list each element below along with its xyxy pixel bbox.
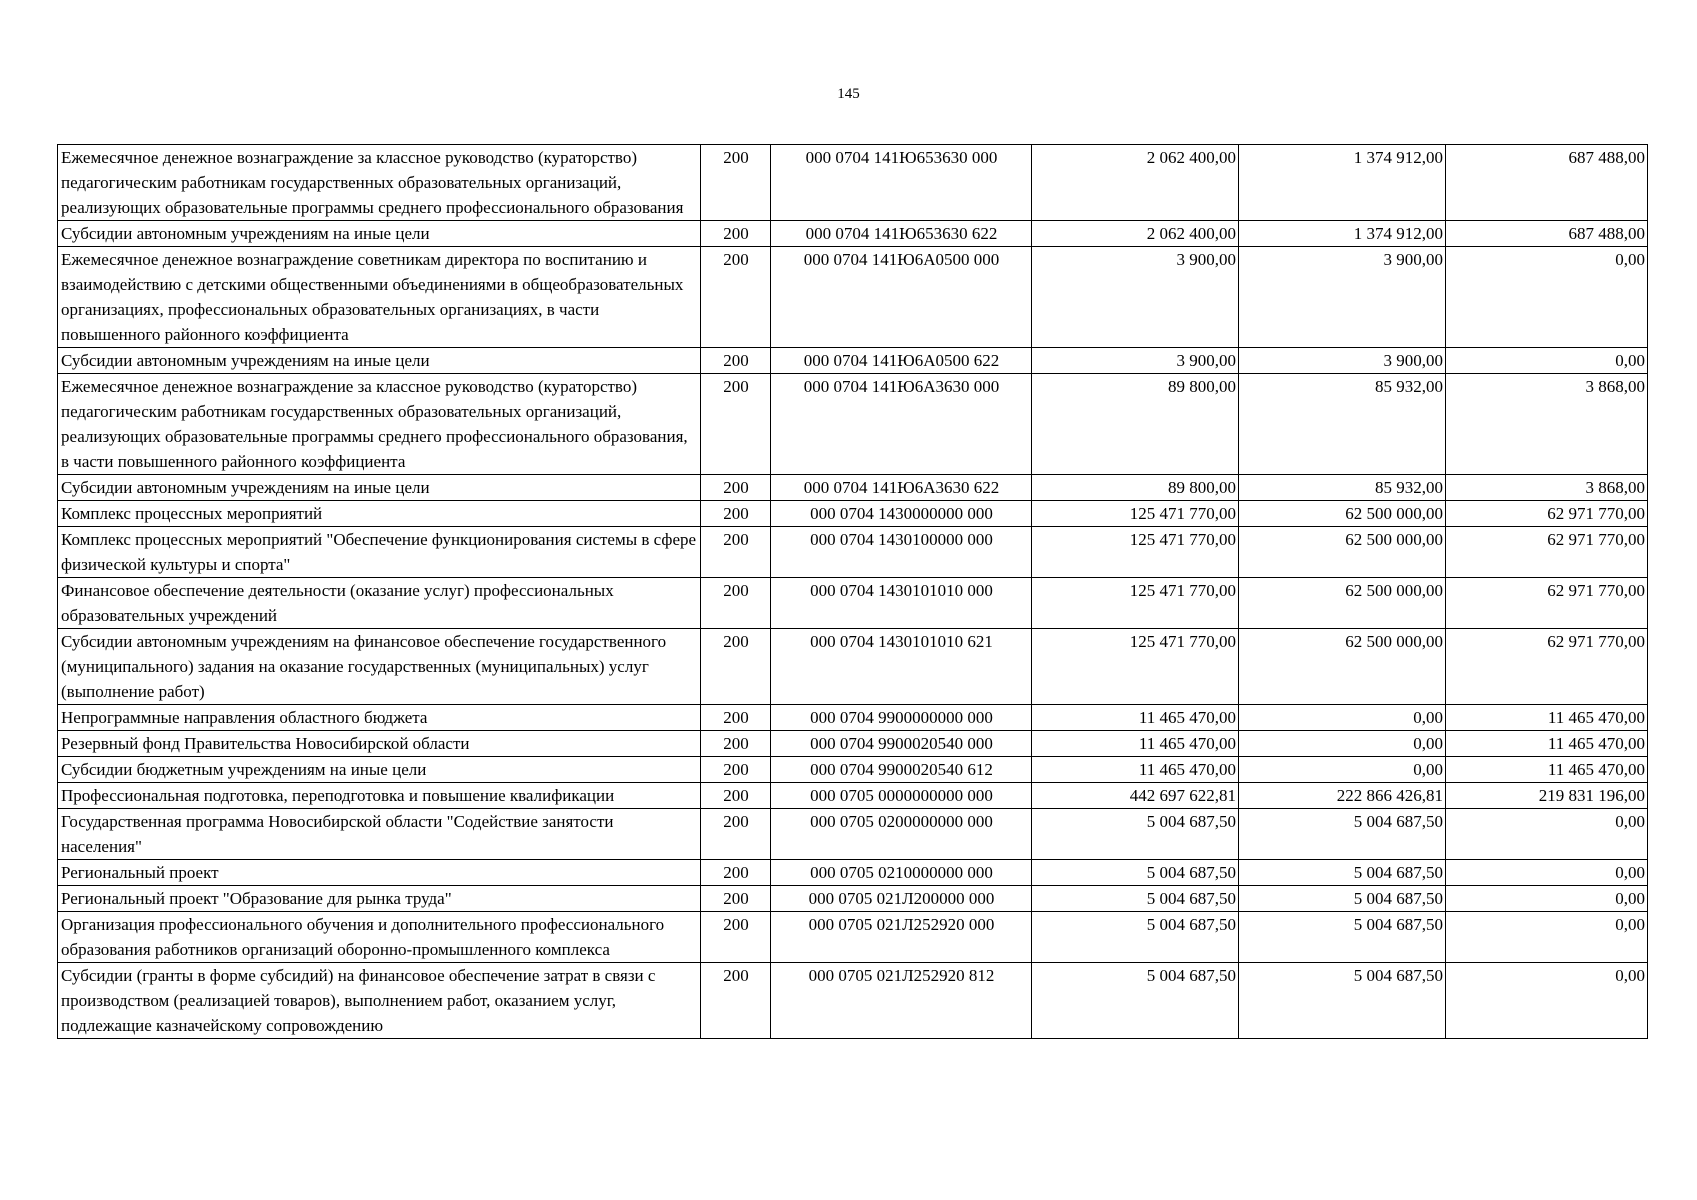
row-executed: 3 900,00 — [1239, 348, 1446, 374]
row-name: Ежемесячное денежное вознаграждение за классное руководство (кураторство) педагогическим работникам государственных образовательных организаций, реализующих образовательные программы среднего профессионального образования — [58, 145, 701, 221]
page-number: 145 — [837, 86, 860, 102]
row-classification: 000 0704 141Ю6А0500 000 — [771, 247, 1032, 348]
row-approved: 2 062 400,00 — [1032, 221, 1239, 247]
row-unexecuted: 0,00 — [1446, 886, 1648, 912]
row-unexecuted: 62 971 770,00 — [1446, 578, 1648, 629]
table-row — [58, 886, 1648, 912]
row-code: 200 — [701, 348, 771, 374]
row-executed: 5 004 687,50 — [1239, 809, 1446, 860]
row-name: Субсидии бюджетным учреждениям на иные цели — [58, 757, 701, 783]
row-classification: 000 0704 9900000000 000 — [771, 705, 1032, 731]
row-approved: 5 004 687,50 — [1032, 886, 1239, 912]
table-row — [58, 374, 1648, 475]
row-executed: 62 500 000,00 — [1239, 578, 1446, 629]
row-approved: 442 697 622,81 — [1032, 783, 1239, 809]
row-classification: 000 0705 0200000000 000 — [771, 809, 1032, 860]
row-approved: 3 900,00 — [1032, 247, 1239, 348]
row-unexecuted: 687 488,00 — [1446, 221, 1648, 247]
row-name: Субсидии автономным учреждениям на иные цели — [58, 348, 701, 374]
row-executed: 85 932,00 — [1239, 374, 1446, 475]
row-classification: 000 0704 141Ю653630 000 — [771, 145, 1032, 221]
row-name: Региональный проект "Образование для рынка труда" — [58, 886, 701, 912]
row-approved: 89 800,00 — [1032, 475, 1239, 501]
table-row — [58, 629, 1648, 705]
row-classification: 000 0705 0000000000 000 — [771, 783, 1032, 809]
row-name: Резервный фонд Правительства Новосибирской области — [58, 731, 701, 757]
row-executed: 5 004 687,50 — [1239, 912, 1446, 963]
row-unexecuted: 3 868,00 — [1446, 374, 1648, 475]
row-executed: 0,00 — [1239, 757, 1446, 783]
row-code: 200 — [701, 145, 771, 221]
row-code: 200 — [701, 757, 771, 783]
row-name: Ежемесячное денежное вознаграждение советникам директора по воспитанию и взаимодействию с детскими общественными объединениями в общеобразовательных организациях, профессиональных образовательных организациях, в части повышенного районного коэффициента — [58, 247, 701, 348]
table-row — [58, 912, 1648, 963]
row-code: 200 — [701, 809, 771, 860]
row-code: 200 — [701, 527, 771, 578]
row-name: Субсидии автономным учреждениям на иные цели — [58, 221, 701, 247]
row-executed: 1 374 912,00 — [1239, 145, 1446, 221]
row-name: Региональный проект — [58, 860, 701, 886]
row-classification: 000 0704 1430100000 000 — [771, 527, 1032, 578]
row-code: 200 — [701, 501, 771, 527]
row-code: 200 — [701, 886, 771, 912]
row-unexecuted: 11 465 470,00 — [1446, 757, 1648, 783]
row-classification: 000 0704 141Ю6А3630 000 — [771, 374, 1032, 475]
row-unexecuted: 0,00 — [1446, 809, 1648, 860]
row-code: 200 — [701, 475, 771, 501]
table-row — [58, 221, 1648, 247]
row-unexecuted: 687 488,00 — [1446, 145, 1648, 221]
row-executed: 5 004 687,50 — [1239, 860, 1446, 886]
row-approved: 5 004 687,50 — [1032, 963, 1239, 1039]
row-executed: 1 374 912,00 — [1239, 221, 1446, 247]
row-unexecuted: 219 831 196,00 — [1446, 783, 1648, 809]
row-approved: 11 465 470,00 — [1032, 731, 1239, 757]
table-row — [58, 348, 1648, 374]
row-executed: 5 004 687,50 — [1239, 963, 1446, 1039]
row-code: 200 — [701, 247, 771, 348]
row-unexecuted: 0,00 — [1446, 247, 1648, 348]
table-row — [58, 247, 1648, 348]
row-code: 200 — [701, 731, 771, 757]
row-approved: 125 471 770,00 — [1032, 578, 1239, 629]
row-approved: 5 004 687,50 — [1032, 860, 1239, 886]
table-row — [58, 501, 1648, 527]
row-approved: 125 471 770,00 — [1032, 629, 1239, 705]
row-name: Комплекс процессных мероприятий — [58, 501, 701, 527]
row-unexecuted: 62 971 770,00 — [1446, 629, 1648, 705]
row-classification: 000 0704 141Ю6А0500 622 — [771, 348, 1032, 374]
table-row — [58, 527, 1648, 578]
row-code: 200 — [701, 912, 771, 963]
row-name: Субсидии автономным учреждениям на иные цели — [58, 475, 701, 501]
row-name: Субсидии автономным учреждениям на финансовое обеспечение государственного (муниципального) задания на оказание государственных (муниципальных) услуг (выполнение работ) — [58, 629, 701, 705]
row-executed: 62 500 000,00 — [1239, 527, 1446, 578]
row-unexecuted: 0,00 — [1446, 348, 1648, 374]
row-unexecuted: 62 971 770,00 — [1446, 501, 1648, 527]
table-row — [58, 757, 1648, 783]
table-row — [58, 783, 1648, 809]
row-executed: 62 500 000,00 — [1239, 629, 1446, 705]
row-approved: 125 471 770,00 — [1032, 527, 1239, 578]
row-code: 200 — [701, 221, 771, 247]
row-approved: 2 062 400,00 — [1032, 145, 1239, 221]
row-unexecuted: 11 465 470,00 — [1446, 705, 1648, 731]
table-row — [58, 578, 1648, 629]
row-code: 200 — [701, 860, 771, 886]
row-classification: 000 0705 021Л252920 812 — [771, 963, 1032, 1039]
row-approved: 11 465 470,00 — [1032, 705, 1239, 731]
row-code: 200 — [701, 629, 771, 705]
row-classification: 000 0704 1430101010 000 — [771, 578, 1032, 629]
table-row — [58, 475, 1648, 501]
row-classification: 000 0705 0210000000 000 — [771, 860, 1032, 886]
row-name: Субсидии (гранты в форме субсидий) на финансовое обеспечение затрат в связи с производством (реализацией товаров), выполнением работ, оказанием услуг, подлежащие казначейскому сопровождению — [58, 963, 701, 1039]
row-name: Комплекс процессных мероприятий "Обеспечение функционирования системы в сфере физической культуры и спорта" — [58, 527, 701, 578]
row-classification: 000 0704 141Ю653630 622 — [771, 221, 1032, 247]
row-classification: 000 0705 021Л252920 000 — [771, 912, 1032, 963]
row-executed: 222 866 426,81 — [1239, 783, 1446, 809]
table-row — [58, 145, 1648, 221]
row-code: 200 — [701, 705, 771, 731]
table-row — [58, 731, 1648, 757]
row-executed: 62 500 000,00 — [1239, 501, 1446, 527]
row-unexecuted: 3 868,00 — [1446, 475, 1648, 501]
row-name: Профессиональная подготовка, переподготовка и повышение квалификации — [58, 783, 701, 809]
row-unexecuted: 0,00 — [1446, 963, 1648, 1039]
row-classification: 000 0705 021Л200000 000 — [771, 886, 1032, 912]
table-row — [58, 963, 1648, 1039]
row-unexecuted: 0,00 — [1446, 912, 1648, 963]
row-classification: 000 0704 9900020540 612 — [771, 757, 1032, 783]
row-name: Организация профессионального обучения и дополнительного профессионального образования работников организаций оборонно-промышленного комплекса — [58, 912, 701, 963]
row-name: Непрограммные направления областного бюджета — [58, 705, 701, 731]
table-row — [58, 809, 1648, 860]
row-executed: 0,00 — [1239, 731, 1446, 757]
row-classification: 000 0704 1430101010 621 — [771, 629, 1032, 705]
budget-table — [57, 144, 1648, 1039]
row-approved: 125 471 770,00 — [1032, 501, 1239, 527]
row-code: 200 — [701, 783, 771, 809]
row-approved: 11 465 470,00 — [1032, 757, 1239, 783]
row-executed: 0,00 — [1239, 705, 1446, 731]
row-unexecuted: 11 465 470,00 — [1446, 731, 1648, 757]
row-classification: 000 0704 1430000000 000 — [771, 501, 1032, 527]
row-approved: 3 900,00 — [1032, 348, 1239, 374]
row-unexecuted: 62 971 770,00 — [1446, 527, 1648, 578]
row-name: Государственная программа Новосибирской области "Содействие занятости населения" — [58, 809, 701, 860]
row-executed: 3 900,00 — [1239, 247, 1446, 348]
row-approved: 89 800,00 — [1032, 374, 1239, 475]
table-row — [58, 705, 1648, 731]
table-row — [58, 860, 1648, 886]
row-code: 200 — [701, 578, 771, 629]
row-approved: 5 004 687,50 — [1032, 809, 1239, 860]
row-executed: 5 004 687,50 — [1239, 886, 1446, 912]
row-unexecuted: 0,00 — [1446, 860, 1648, 886]
row-approved: 5 004 687,50 — [1032, 912, 1239, 963]
row-classification: 000 0704 141Ю6А3630 622 — [771, 475, 1032, 501]
row-name: Финансовое обеспечение деятельности (оказание услуг) профессиональных образовательных учреждений — [58, 578, 701, 629]
row-executed: 85 932,00 — [1239, 475, 1446, 501]
row-name: Ежемесячное денежное вознаграждение за классное руководство (кураторство) педагогическим работникам государственных образовательных организаций, реализующих образовательные программы среднего профессионального образования, в части повышенного районного коэффициента — [58, 374, 701, 475]
budget-table-body — [58, 145, 1648, 1039]
row-classification: 000 0704 9900020540 000 — [771, 731, 1032, 757]
row-code: 200 — [701, 374, 771, 475]
row-code: 200 — [701, 963, 771, 1039]
